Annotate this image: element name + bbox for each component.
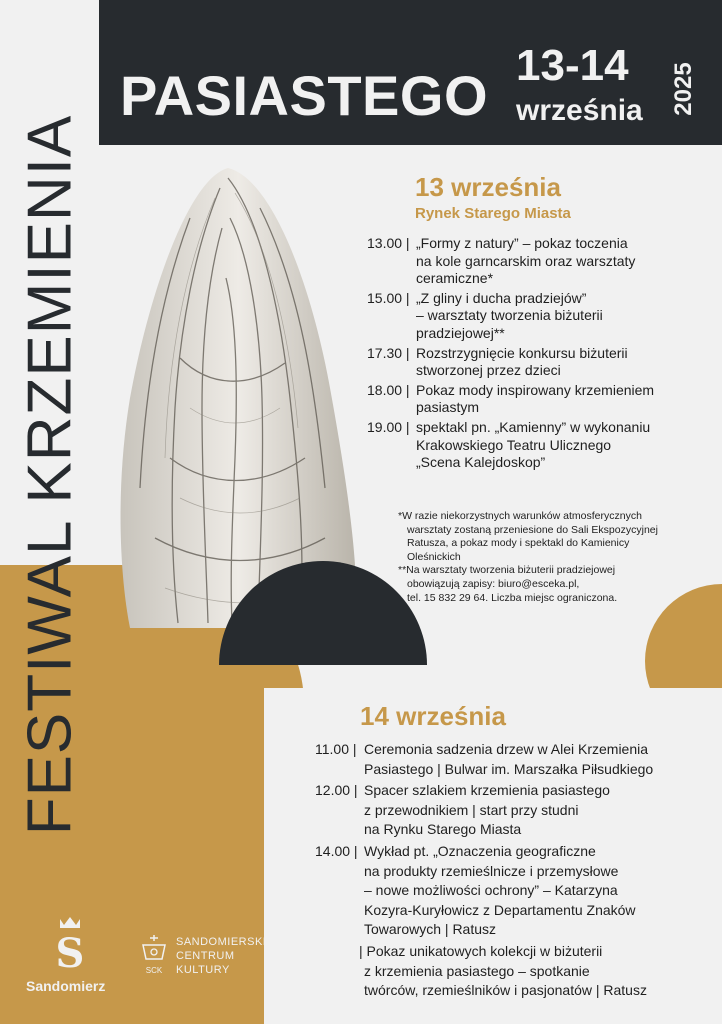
day1-title: 13 września — [415, 172, 561, 202]
svg-text:SCK: SCK — [145, 966, 163, 975]
sck-logo-text: SANDOMIERSKIE CENTRUM KULTURY — [176, 936, 275, 976]
schedule-row: 17.30 | Rozstrzygnięcie konkursu biżuterii stworzonej przez dzieci — [367, 344, 628, 379]
day2-title: 14 września — [360, 701, 506, 731]
schedule-row: 11.00 | Ceremonia sadzenia drzew w Alei Krzemienia Pasiastego | Bulwar im. Marszałka Piłsudkiego — [315, 741, 654, 777]
festival-month: września — [516, 94, 643, 127]
sck-logo-icon — [138, 933, 170, 977]
sandomierz-logo-icon — [50, 915, 90, 973]
festival-year: 2025 — [670, 62, 697, 116]
schedule-row: 12.00 | Spacer szlakiem krzemienia pasiastego z przewodnikiem | start przy studni na Rynku Starego Miasta — [315, 782, 610, 838]
schedule-row: 14.00 | Wykład pt. „Oznaczenia geograficzne na produkty rzemieślnicze i przemysłowe – nowe możliwości ochrony” – Katarzyna Kozyra-Kuryłowicz z Departamentu Znaków Towarowych | Ratusz — [315, 842, 636, 938]
schedule-row: 19.00 | spektakl pn. „Kamienny” w wykonaniu Krakowskiego Teatru Ulicznego „Scena Kalejdoskop” — [367, 418, 651, 471]
schedule-row: 13.00 | „Formy z natury” – pokaz toczenia na kole garncarskim oraz warsztaty ceramiczne* — [367, 235, 636, 287]
schedule-row: 18.00 | Pokaz mody inspirowany krzemieniem pasiastym — [367, 381, 655, 416]
festival-title-horizontal: PASIASTEGO — [120, 64, 489, 127]
footnotes: *W razie niekorzystnych warunków atmosferycznych warsztaty zostaną przeniesione do Sali Ekspozycyjnej Ratusza, a pokaz mody i spektakl do Kamienicy Oleśnickich **Na warsztaty tworzenia biżuterii pradziejowej obowiązują zapisy: biuro@esceka.pl, tel. 15 832 29 64. Liczba miejsc ograniczona. — [398, 510, 658, 604]
festival-title-vertical: FESTIWAL KRZEMIENIA — [15, 114, 85, 836]
day1-schedule — [367, 235, 707, 474]
festival-dates: 13-14 — [516, 41, 629, 90]
schedule-row: 15.00 | „Z gliny i ducha pradziejów” – warsztaty tworzenia biżuterii pradziejowej** — [367, 289, 603, 341]
day1-location: Rynek Starego Miasta — [415, 205, 571, 222]
schedule-row: | Pokaz unikatowych kolekcji w biżuterii z krzemienia pasiastego – spotkanie twórców, rzemieślników i pasjonatów | Ratusz — [359, 942, 647, 999]
svg-text:S: S — [55, 930, 85, 973]
sandomierz-logo-text: Sandomierz — [26, 978, 106, 994]
day2-schedule — [315, 740, 715, 1003]
